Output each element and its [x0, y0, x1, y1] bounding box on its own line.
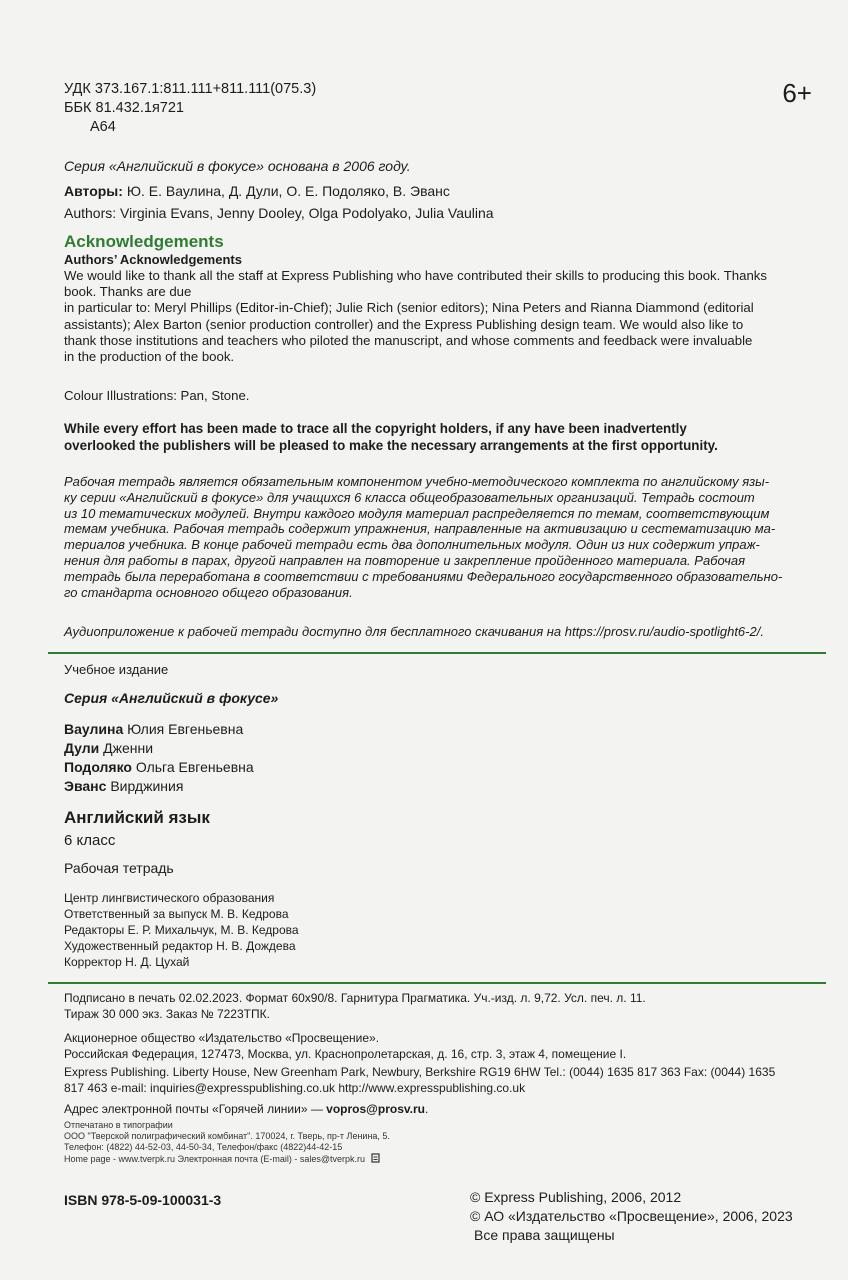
author-entry [64, 758, 254, 777]
divider-bottom [48, 982, 826, 984]
workbook-description [64, 474, 836, 600]
description-line: из 10 тематических модулей. Внутри каждого модуля материал распределяется по темам, соответствующим [64, 505, 770, 521]
grade: 6 класс [64, 832, 116, 849]
warning-line: While every effort has been made to trace all the copyright holders, if any have been inadvertently [64, 421, 687, 436]
bbk-code: ББК 81.432.1я721 [64, 100, 184, 116]
printing-logo-icon [371, 1153, 380, 1163]
ack-line: We would like to thank all the staff at Express Publishing who have contributed their skills to producing this book. Thanks [64, 268, 767, 283]
divider-top [48, 652, 826, 654]
hotline-end: . [425, 1102, 429, 1116]
publisher-line: Акционерное общество «Издательство «Просвещение». [64, 1031, 380, 1045]
copyright-line: Все права защищены [474, 1227, 615, 1243]
warning-line: overlooked the publishers will be pleased to make the necessary arrangements at the first opportunity. [64, 438, 718, 453]
author-surname: Подоляко [64, 759, 132, 775]
express-publishing-info [64, 1064, 824, 1096]
ack-line: book. Thanks are due [64, 284, 192, 300]
printing-contacts: Home page - www.tverpk.ru Электронная почта (E-mail) - sales@tverpk.ru [64, 1154, 366, 1164]
ghost-shape-icon [330, 174, 331, 175]
copyright-line: © Express Publishing, 2006, 2012 [470, 1189, 682, 1205]
author-entry [64, 739, 254, 758]
authors-ru-label: Авторы: [64, 183, 123, 199]
copyright-block [470, 1188, 793, 1245]
author-given: Юлия Евгеньевна [127, 721, 244, 737]
series-title: Серия «Английский в фокусе» [64, 690, 279, 706]
publisher-ru [64, 1030, 626, 1062]
description-line: го стандарта основного общего образования. [64, 584, 353, 600]
author-entry [64, 777, 254, 796]
ack-line: assistants); Alex Barton (senior production controller) and the Express Publishing design team. We would also like to [64, 316, 744, 332]
author-entry [64, 720, 254, 739]
printing-line: Отпечатано в типографии [64, 1120, 173, 1130]
ack-line: in particular to: Meryl Phillips (Editor-in-Chief); Julie Rich (senior editors); Nina Peters and Rianna Diammond (editorial [64, 300, 754, 316]
hotline-label: Адрес электронной почты «Горячей линии» — [64, 1102, 323, 1116]
authors-en: Authors: Virginia Evans, Jenny Dooley, Olga Podolyako, Julia Vaulina [64, 205, 494, 221]
description-line: ку серии «Английский в фокусе» для учащихся 6 класса общеобразовательных организаций. Тетрадь состоит [64, 489, 755, 505]
book-title: Английский язык [64, 808, 210, 827]
printing-line [64, 1153, 390, 1165]
hotline [64, 1102, 428, 1116]
description-line: териалов учебника. В конце рабочей тетради есть два дополнительных модуля. Один из них содержит упраж- [64, 537, 760, 553]
acknowledgements-body [64, 268, 836, 365]
series-note: Серия «Английский в фокусе» основана в 2006 году. [64, 158, 411, 174]
authors-ru-names: Ю. Е. Ваулина, Д. Дули, О. Е. Подоляко, В. Эванс [126, 183, 450, 199]
credit-line: Ответственный за выпуск М. В. Кедрова [64, 907, 289, 921]
hotline-email: vopros@prosv.ru [326, 1102, 426, 1116]
copyright-line: © АО «Издательство «Просвещение», 2006, 2023 [470, 1208, 793, 1224]
publisher-line: Российская Федерация, 127473, Москва, ул. Краснопролетарская, д. 16, стр. 3, этаж 4, помещение I. [64, 1047, 627, 1061]
edition-type: Учебное издание [64, 662, 169, 677]
book-type: Рабочая тетрадь [64, 860, 174, 876]
description-line: нения для работы в парах, другой направлен на повторение и закрепление пройденного материала. Рабочая [64, 552, 746, 568]
author-surname: Дули [64, 740, 100, 756]
credit-line: Редакторы Е. Р. Михальчук, М. В. Кедрова [64, 923, 299, 937]
description-line: Рабочая тетрадь является обязательным компонентом учебно-методического комплекта по английскому язы- [64, 474, 770, 489]
authors-ru [64, 183, 450, 199]
authors-full-names [64, 720, 254, 796]
print-info [64, 990, 646, 1022]
editorial-credits [64, 890, 299, 970]
credit-line: Художественный редактор Н. В. Дождева [64, 939, 296, 953]
udk-code: УДК 373.167.1:811.111+811.111(075.3) [64, 81, 317, 97]
catalog-codes [64, 80, 316, 137]
printing-line: Телефон: (4822) 44-52-03, 44-50-34, Телефон/факс (4822)44-42-15 [64, 1142, 343, 1152]
author-given: Ольга Евгеньевна [135, 759, 254, 775]
description-line: тетрадь была переработана в соответствии с требованиями Федерального государственного образовательно- [64, 568, 783, 584]
author-surname: Ваулина [64, 721, 124, 737]
audio-note: Аудиоприложение к рабочей тетради доступно для бесплатного скачивания на https://prosv.ru/audio-spotlight6-2/. [64, 624, 764, 639]
description-line: темам учебника. Рабочая тетрадь содержит упражнения, направленные на активизацию и сестематизацию ма- [64, 521, 776, 537]
credit-line: Корректор Н. Д. Цухай [64, 955, 190, 969]
express-line: 817 463 e-mail: inquiries@expresspublishing.co.uk http://www.expresspublishing.co.uk [64, 1081, 526, 1095]
credit-line: Центр лингвистического образования [64, 891, 275, 905]
printing-house-info [64, 1120, 390, 1165]
colour-illustrations: Colour Illustrations: Pan, Stone. [64, 388, 250, 403]
express-line: Express Publishing. Liberty House, New Greenham Park, Newbury, Berkshire RG19 6HW Tel.: (0044) 1635 817 363 Fax: (0044) 1635 [64, 1065, 776, 1079]
show-through-decoration [330, 120, 331, 189]
author-given: Дженни [103, 740, 154, 756]
author-mark: А64 [90, 119, 116, 135]
print-line: Подписано в печать 02.02.2023. Формат 60x90/8. Гарнитура Прагматика. Уч.-изд. л. 9,72. Усл. печ. л. 11. [64, 991, 646, 1005]
acknowledgements-title: Acknowledgements [64, 232, 224, 251]
ack-line: in the production of the book. [64, 349, 235, 365]
printing-line: ООО "Тверской полиграфический комбинат". 170024, г. Тверь, пр-т Ленина, 5. [64, 1131, 390, 1141]
acknowledgements-subtitle: Authors’ Acknowledgements [64, 252, 242, 267]
ack-line: thank those institutions and teachers who piloted the manuscript, and whose comments and feedback were invaluable [64, 332, 753, 348]
author-given: Вирджиния [110, 778, 184, 794]
print-line: Тираж 30 000 экз. Заказ № 7223ТПК. [64, 1007, 270, 1021]
isbn: ISBN 978-5-09-100031-3 [64, 1192, 222, 1208]
age-rating: 6+ [782, 78, 812, 108]
copyright-warning [64, 420, 836, 454]
author-surname: Эванс [64, 778, 107, 794]
